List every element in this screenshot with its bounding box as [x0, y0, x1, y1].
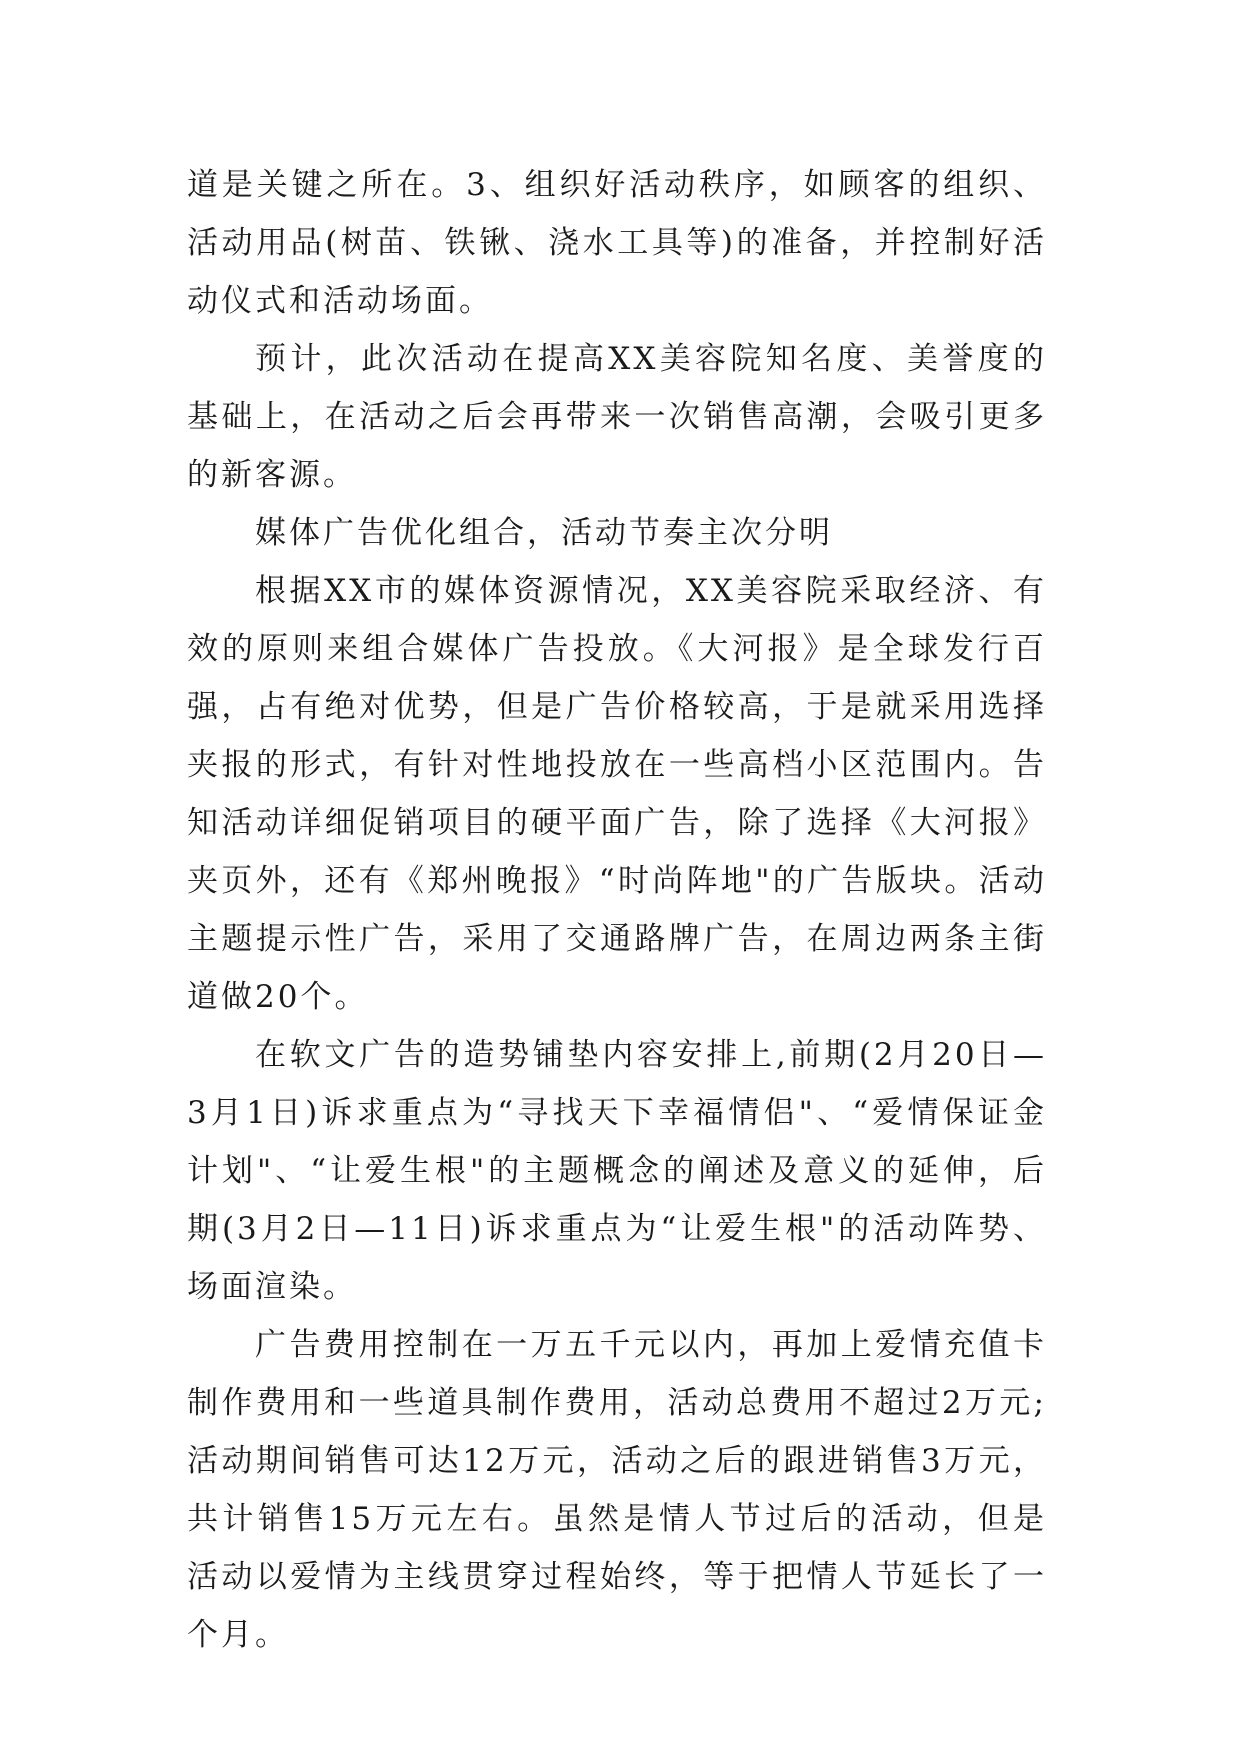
document-body [187, 156, 1047, 1664]
section-heading: 媒体广告优化组合，活动节奏主次分明 [255, 515, 833, 551]
paragraph-soft-ads: 在软文广告的造势铺垫内容安排上,前期(2月20日—3月1日)诉求重点为“寻找天下幸福情侣"、“爱情保证金计划"、“让爱生根"的主题概念的阐述及意义的延伸，后期(3月2日—11日)诉求重点为“让爱生根"的活动阵势、场面渲染。 [187, 1037, 1047, 1305]
paragraph-forecast: 预计，此次活动在提高XX美容院知名度、美誉度的基础上，在活动之后会再带来一次销售高潮，会吸引更多的新客源。 [187, 341, 1047, 493]
paragraph-budget: 广告费用控制在一万五千元以内，再加上爱情充值卡制作费用和一些道具制作费用，活动总费用不超过2万元;活动期间销售可达12万元，活动之后的跟进销售3万元，共计销售15万元左右。虽然是情人节过后的活动，但是活动以爱情为主线贯穿过程始终，等于把情人节延长了一个月。 [187, 1327, 1047, 1653]
paragraph-continuation: 道是关键之所在。3、组织好活动秩序，如顾客的组织、活动用品(树苗、铁锹、浇水工具等)的准备，并控制好活动仪式和活动场面。 [187, 167, 1047, 319]
paragraph-media-plan: 根据XX市的媒体资源情况，XX美容院采取经济、有效的原则来组合媒体广告投放。《大河报》是全球发行百强，占有绝对优势，但是广告价格较高，于是就采用选择夹报的形式，有针对性地投放在一些高档小区范围内。告知活动详细促销项目的硬平面广告，除了选择《大河报》夹页外，还有《郑州晚报》“时尚阵地"的广告版块。活动主题提示性广告，采用了交通路牌广告，在周边两条主街道做20个。 [187, 573, 1047, 1015]
